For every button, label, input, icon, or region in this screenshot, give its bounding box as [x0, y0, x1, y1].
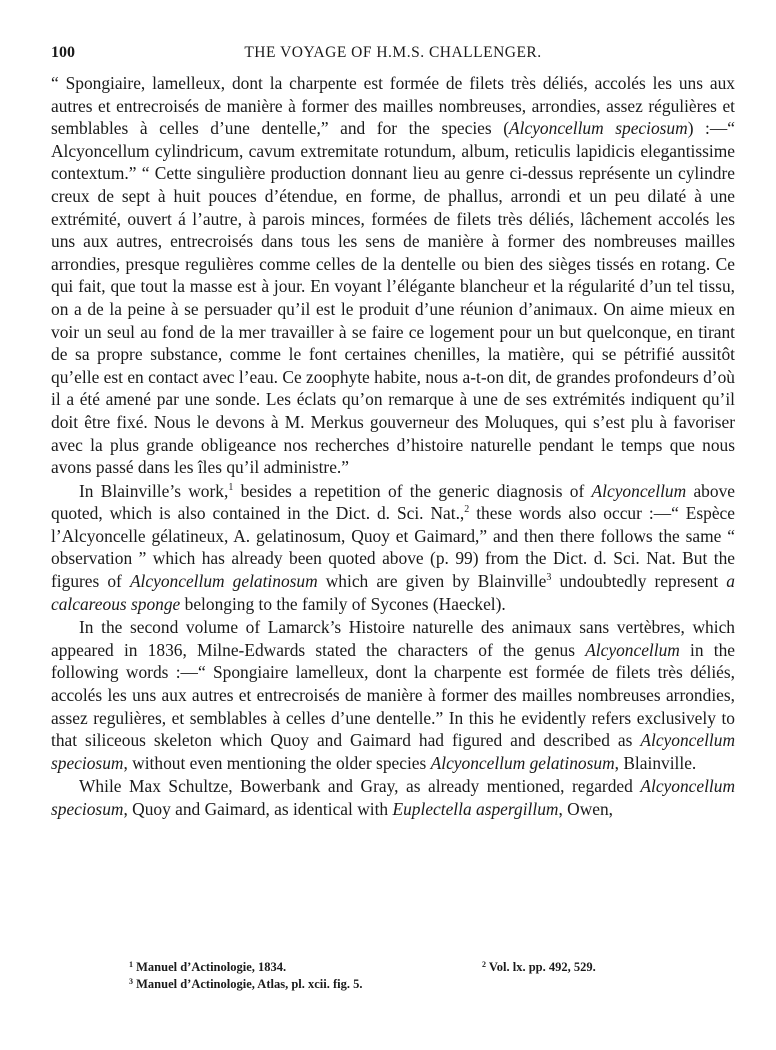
footnote-mark: 1 [129, 960, 133, 969]
text-run: , Quoy and Gaimard, as identical with [123, 799, 393, 819]
text-run: , Blainville. [614, 752, 697, 773]
text-run: belonging to the family of Sycones (Haeckel). [180, 593, 506, 614]
footnote [129, 976, 363, 993]
text-run: While Max Schultze, Bowerbank and Gray, as already mentioned, regarded [79, 776, 641, 797]
text-run: which are given by Blainville [317, 571, 547, 592]
footnote-mark: 3 [129, 977, 133, 986]
footnote-mark: 2 [482, 960, 486, 969]
italic-term: Alcyoncellum speciosum [51, 730, 735, 773]
body-text [51, 72, 735, 821]
italic-term: Alcyoncellum speciosum [509, 118, 688, 139]
page-header [51, 44, 735, 66]
italic-term: Alcyoncellum gelatinosum [430, 752, 615, 773]
footnote-text: Manuel d’Actinologie, 1834. [136, 960, 287, 974]
running-title: THE VOYAGE OF H.M.S. CHALLENGER. [244, 44, 542, 61]
text-run: in the following words :—“ Spongiaire lamelleux, dont la charpente est formée de filets très déliés, accolés les uns aux autres et entrecroisés de manière à former des mailles nombreuses arrondies, assez regulières, et semblables à celles d’une dentelle.” In this he evidently refers exclusively to that siliceous skeleton which Quoy and Gaimard had figured and described as [51, 639, 736, 751]
footnote-text: Vol. lx. pp. 492, 529. [488, 960, 596, 974]
footnote-ref: 3 [546, 572, 552, 584]
page-number: 100 [51, 44, 75, 61]
text-run: “ Spongiaire, lamelleux, dont la charpente est formée de filets très déliés, accolés les uns aux autres et entrecroisés de manière à former des mailles nombreuses, arrondies, assez régulières et semblables à celles d’une dentelle,” and for the species ( [51, 73, 735, 139]
footnote [482, 959, 596, 976]
paragraph [51, 480, 735, 616]
italic-term: Alcyoncellum [591, 480, 687, 501]
text-run: , without even mentioning the older species [123, 752, 431, 773]
italic-term: a calcareous sponge [51, 571, 735, 614]
text-run: In the second volume of Lamarck’s Histoire naturelle des animaux sans vertèbres, which appeared in 1836, Milne-Edwards stated the characters of the genus [51, 617, 735, 660]
italic-term: Alcyoncellum [585, 639, 680, 660]
italic-term: Euplectella aspergillum [392, 799, 559, 819]
paragraph [51, 72, 735, 479]
paragraph [51, 775, 735, 820]
text-run: these words also occur :—“ Espèce l’Alcyoncelle gélatineux, A. gelatinosum, Quoy et Gaimard,” and then there follows the same “ observation ” which has already been quoted above (p. 99) from the Dict. d. Sci. Nat. But the figures of [51, 503, 735, 592]
text-run: , Owen, [558, 799, 614, 819]
italic-term: Alcyoncellum gelatinosum [129, 571, 318, 592]
text-run: ) :—“ Alcyoncellum cylindricum, cavum extremitate rotundum, album, reticulis lapidicis elegantissime contextum.” “ Cette singulière production donnant lieu au genre ci-dessus représente un cylindre creux de sept à huit pouces d’étendue, en forme, de phallus, arrondi et un peu dilaté à une extrémité, ouvert á l’autre, à parois minces, formées de filets très déliés, lâchement accolés les uns aux autres, entrecroisés dans tous les sens de manière à former des nombreuses mailles arrondies, presque regulières comme celles de la dentelle ou bien des sièges tissés en rotang. Ce qui fait, que tout la masse est à jour. En voyant l’élégante blancheur et la régularité d’un tel tissu, on a de la peine à se persuader qu’il est le produit d’une réunion d’animaux. On aime mieux en voir un seul au fond de la mer travailler à se faire ce logement pour un but quelconque, en tirant de sa propre substance, comme le font certaines chenilles, la matière, qui se pétrifié aussitôt qu’elle est en contact avec l’eau. Ce zoophyte habite, nous a-t-on dit, de grandes profondeurs d’où il a été amené par une sonde. Les éclats qu’on remarque à une de ses extrémités indiquent qu’il doit être fixé. Nous le devons à M. Merkus gouverneur des Moluques, qui s’est plu à favoriser avec la plus grande obligeance nos recherches d’histoire naturelle pendant le temps que nous avons passé dans les îles qu’il administre.” [51, 118, 735, 478]
text-run: besides a repetition of the generic diagnosis of [233, 480, 592, 501]
footnote-ref: 2 [464, 504, 470, 516]
text-run: above quoted, which is also contained in the Dict. d. Sci. Nat., [51, 480, 735, 524]
footnote-text: Manuel d’Actinologie, Atlas, pl. xcii. fig. 5. [136, 977, 363, 991]
italic-term: Alcyoncellum speciosum [51, 776, 735, 819]
footnote-ref: 1 [228, 481, 234, 493]
text-run: undoubtedly represent [551, 571, 727, 592]
paragraph [51, 616, 735, 774]
text-run: In Blainville’s work, [79, 480, 229, 501]
footnote [129, 959, 286, 976]
